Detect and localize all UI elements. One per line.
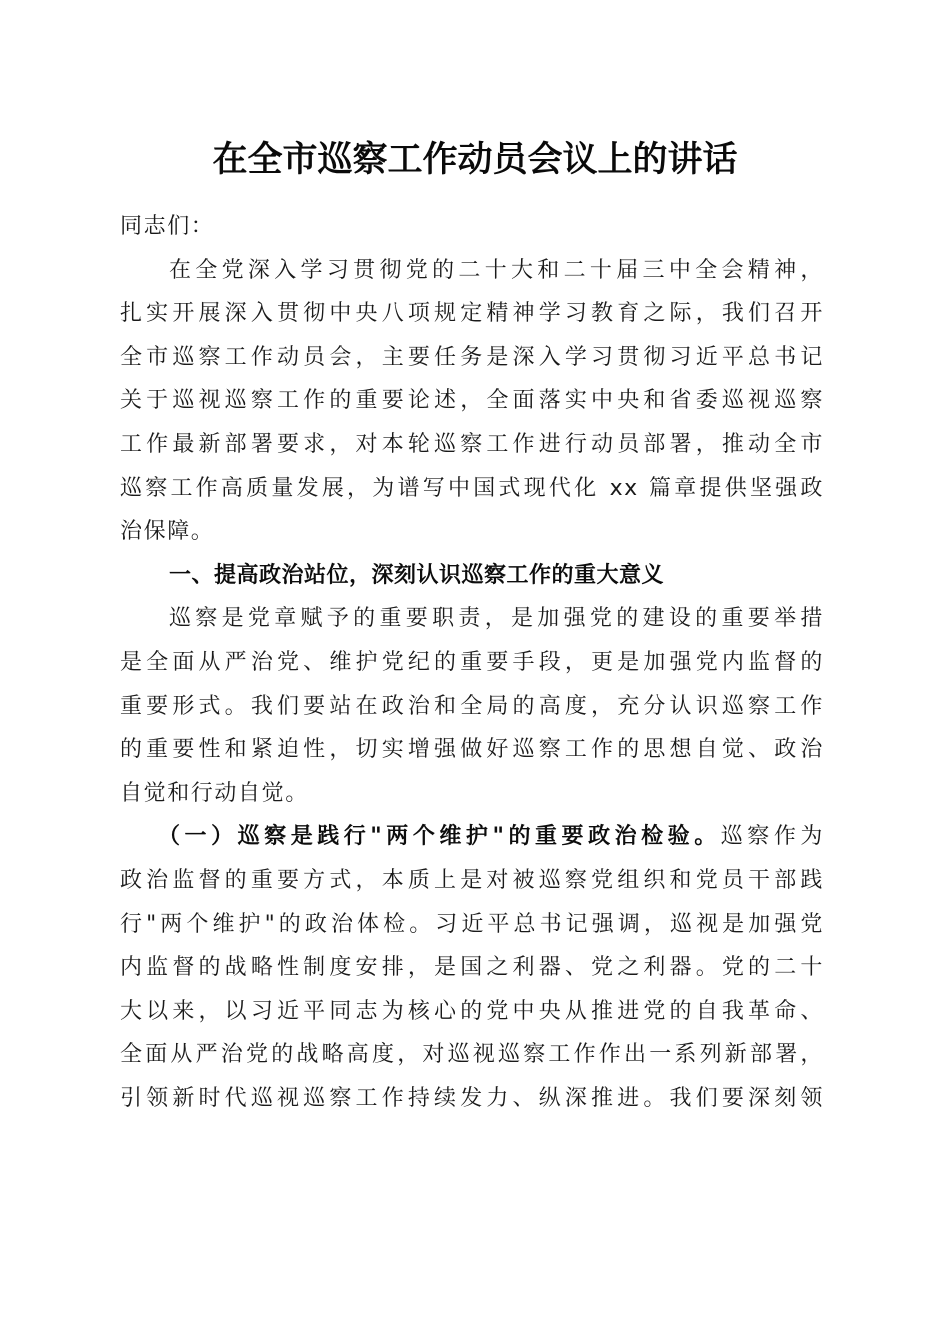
salutation: 同志们： — [120, 214, 215, 239]
paragraph-line: 全市巡察工作动员会，主要任务是深入学习贯彻习近平总书记 — [120, 344, 824, 370]
paragraph-line: 扎实开展深入贯彻中央八项规定精神学习教育之际，我们召开 — [120, 301, 824, 327]
paragraph-line: 在全党深入学习贯彻党的二十大和二十届三中全会精神， — [169, 257, 824, 283]
intro-paragraph — [120, 249, 824, 554]
section-1-paragraph — [120, 597, 824, 815]
section-heading: 一、提高政治站位，深刻认识巡察工作的重大意义 — [169, 562, 665, 588]
paragraph-line: 治保障。 — [120, 519, 215, 545]
paragraph-line: 是全面从严治党、维护党纪的重要手段，更是加强党内监督的 — [120, 649, 824, 675]
paragraph-line: 大以来，以习近平同志为核心的党中央从推进党的自我革命、 — [120, 998, 824, 1024]
subsection-heading: （一）巡察是践行"两个维护"的重要政治检验。 — [158, 823, 721, 850]
document-body — [120, 205, 824, 1120]
paragraph-line: 政治监督的重要方式，本质上是对被巡察党组织和党员干部践 — [120, 867, 824, 893]
paragraph-line: 自觉和行动自觉。 — [120, 780, 309, 806]
paragraph-line: 内监督的战略性制度安排，是国之利器、党之利器。党的二十 — [120, 955, 824, 981]
subsection-heading-continuation: 巡察作为 — [720, 824, 824, 850]
paragraph-line: 巡察是党章赋予的重要职责，是加强党的建设的重要举措 — [169, 606, 824, 632]
paragraph-line: 全面从严治党的战略高度，对巡视巡察工作作出一系列新部署， — [120, 1042, 824, 1068]
subsection-1-paragraph — [120, 815, 824, 1120]
paragraph-line: 巡察工作高质量发展，为谱写中国式现代化 xx 篇章提供坚强政 — [120, 475, 824, 501]
paragraph-line: 重要形式。我们要站在政治和全局的高度，充分认识巡察工作 — [120, 693, 824, 719]
paragraph-line: 行"两个维护"的政治体检。习近平总书记强调，巡视是加强党 — [120, 911, 824, 937]
paragraph-line: 关于巡视巡察工作的重要论述，全面落实中央和省委巡视巡察 — [120, 388, 824, 414]
document-title: 在全市巡察工作动员会议上的讲话 — [212, 139, 738, 180]
paragraph-line: 工作最新部署要求，对本轮巡察工作进行动员部署，推动全市 — [120, 431, 824, 457]
paragraph-line: 的重要性和紧迫性，切实增强做好巡察工作的思想自觉、政治 — [120, 737, 824, 763]
subsection-first-line — [120, 815, 824, 859]
paragraph-line: 引领新时代巡视巡察工作持续发力、纵深推进。我们要深刻领 — [120, 1085, 824, 1111]
